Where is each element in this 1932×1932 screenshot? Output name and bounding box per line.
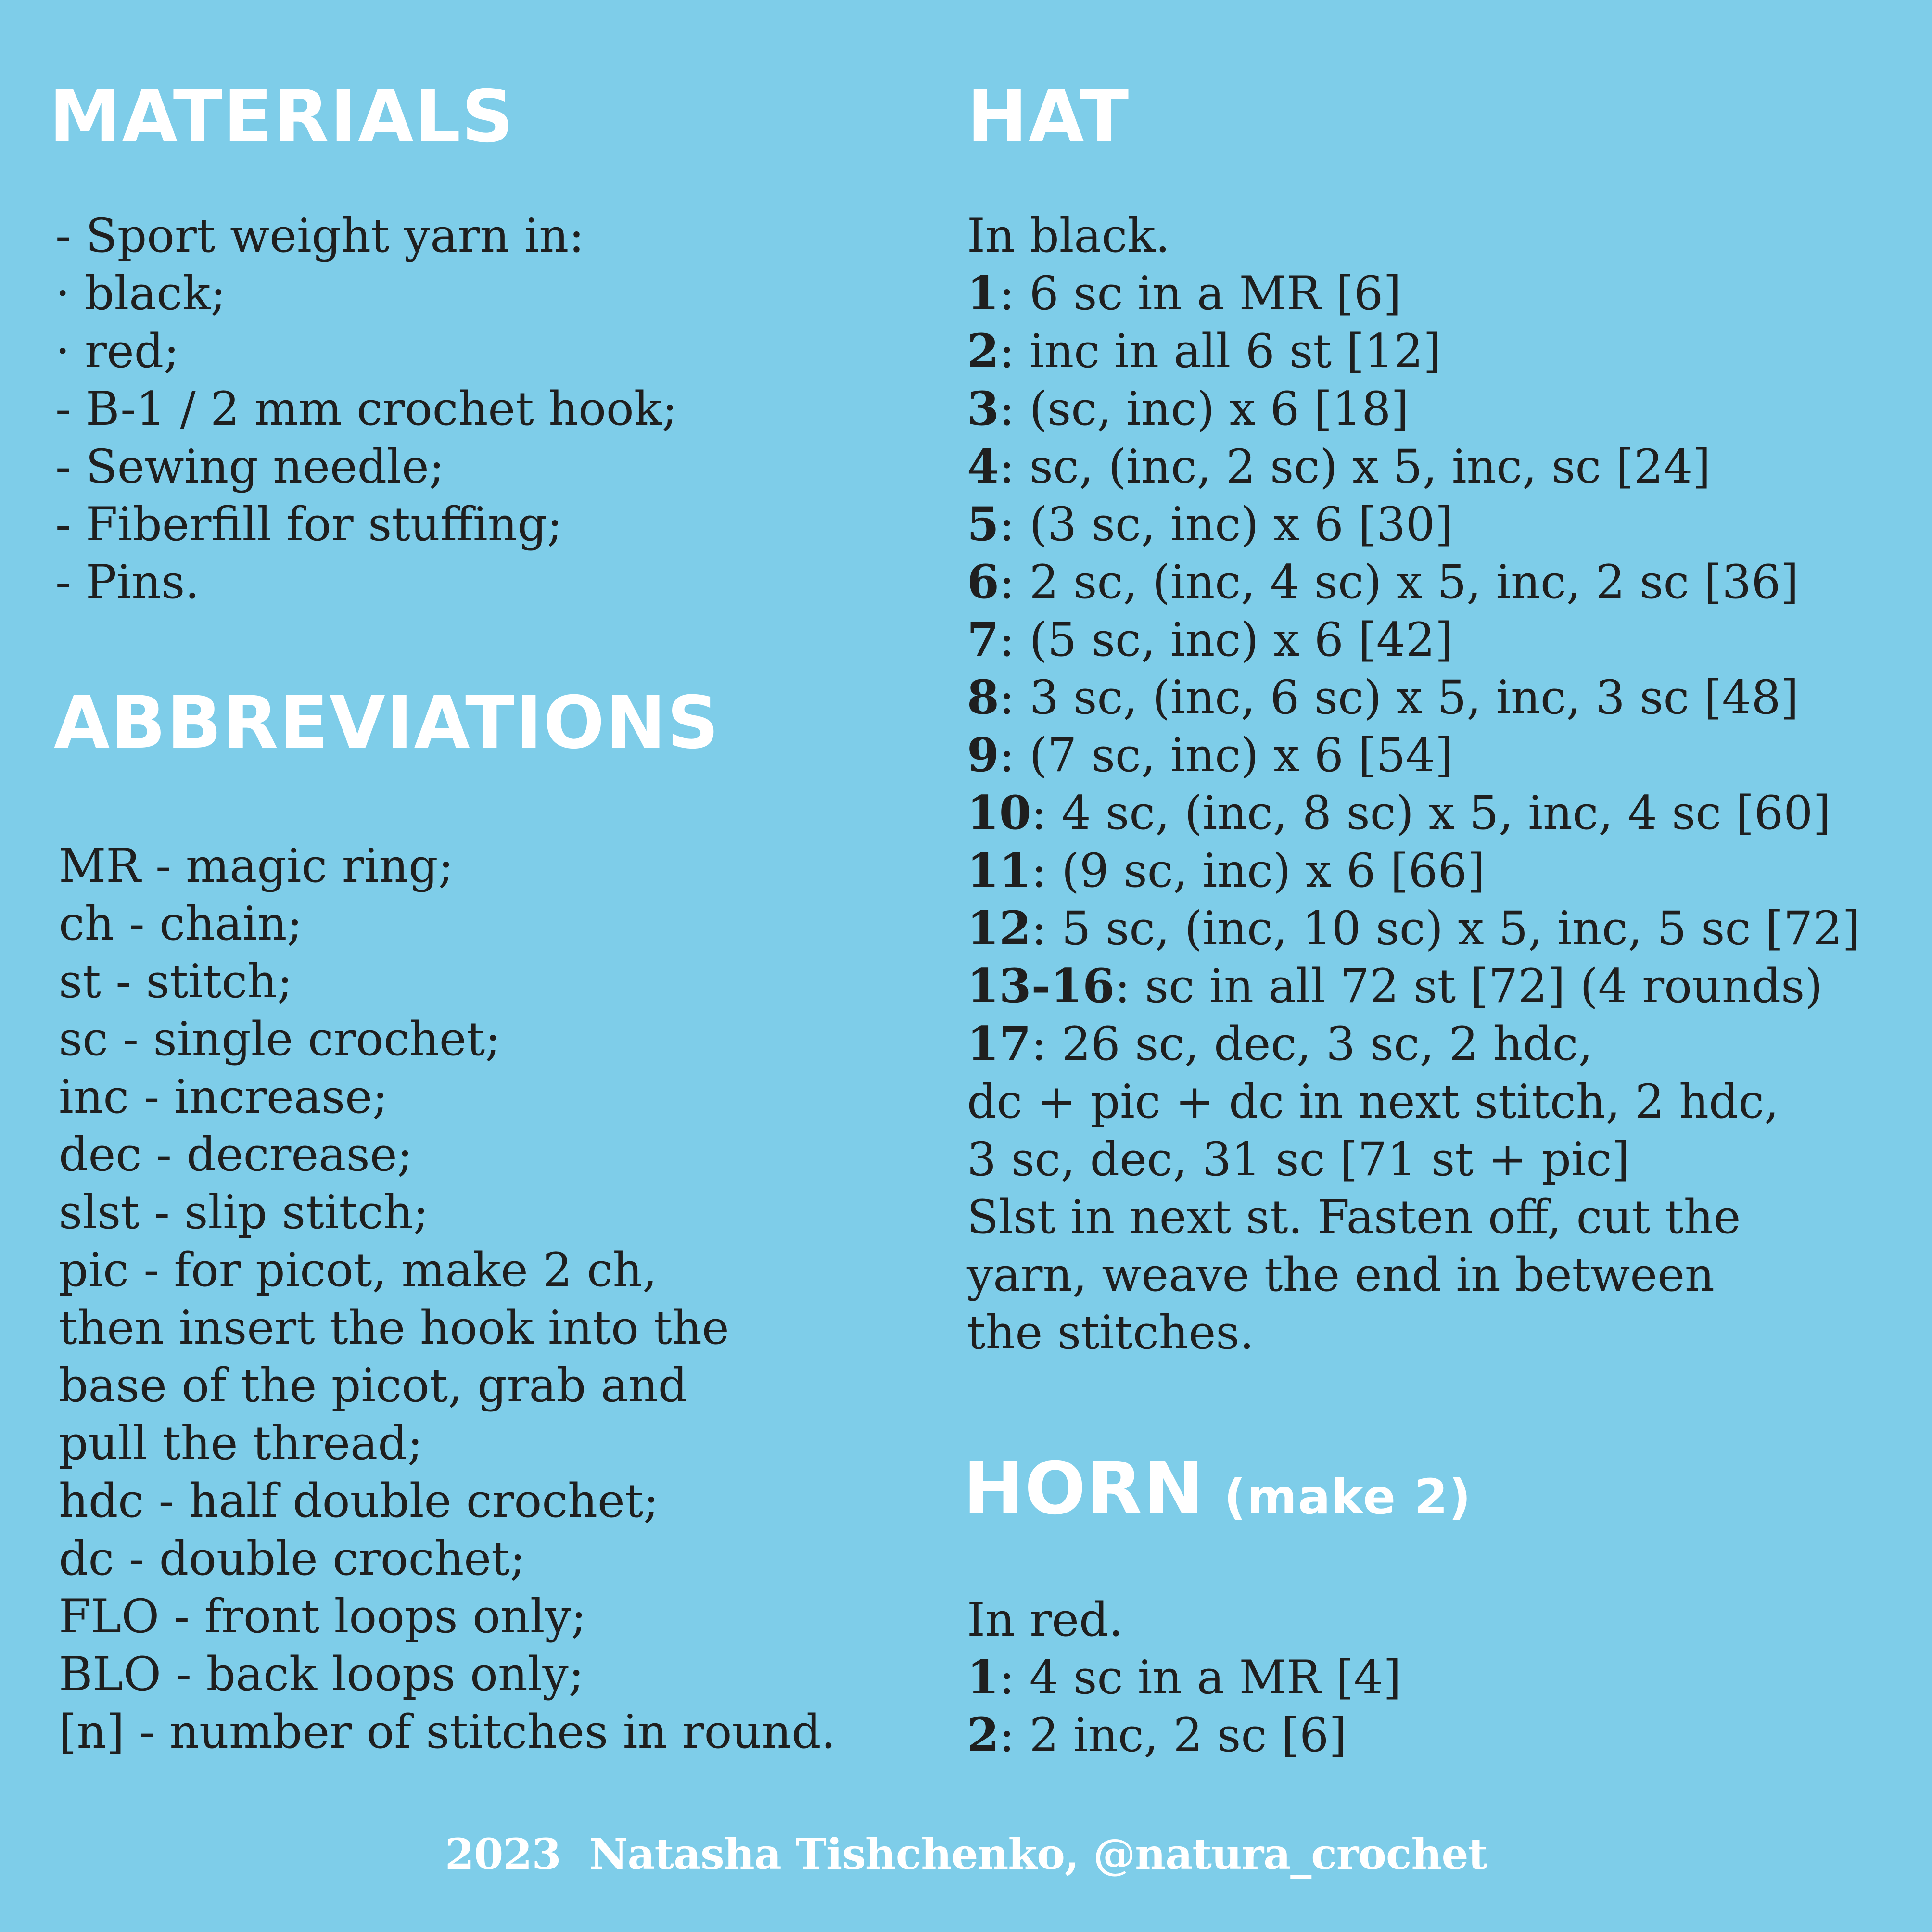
round-line (967, 322, 1860, 380)
list-item: hdc - half double crochet; (59, 1474, 659, 1528)
round-number: 1 (967, 266, 999, 320)
list-item: - Fiberfill for stuffing; (55, 497, 563, 551)
list-item: slst - slip stitch; (59, 1185, 429, 1239)
materials-heading: MATERIALS (49, 75, 515, 159)
round-number: 6 (967, 555, 999, 609)
list-item: [n] - number of stitches in round. (59, 1705, 836, 1759)
round-line (967, 265, 1860, 322)
round-line (967, 1706, 1401, 1764)
round-line (967, 669, 1860, 726)
continuation-line: yarn, weave the end in between (967, 1248, 1715, 1302)
round-number: 3 (967, 381, 999, 436)
round-line (967, 611, 1860, 669)
list-item: - Sport weight yarn in: (55, 209, 585, 263)
list-item: - Pins. (55, 555, 200, 609)
horn-heading (963, 1447, 1472, 1531)
hat-heading: HAT (967, 75, 1130, 159)
round-number: 12 (967, 901, 1031, 955)
round-line (967, 957, 1860, 1015)
list-item: - B-1 / 2 mm crochet hook; (55, 382, 678, 436)
round-line (967, 553, 1860, 611)
round-text: : (sc, inc) x 6 [18] (999, 382, 1409, 436)
round-text: : (3 sc, inc) x 6 [30] (999, 497, 1453, 551)
round-text: : 2 sc, (inc, 4 sc) x 5, inc, 2 sc [36] (999, 555, 1799, 609)
list-item: · black; (55, 267, 226, 320)
round-line (967, 900, 1860, 957)
round-number: 4 (967, 439, 999, 494)
continuation-line: 3 sc, dec, 31 sc [71 st + pic] (967, 1132, 1630, 1186)
hat-intro: In black. (967, 209, 1170, 263)
round-line (967, 842, 1860, 900)
list-item: · red; (55, 324, 179, 378)
list-item: inc - increase; (59, 1070, 388, 1124)
round-number: 2 (967, 324, 999, 378)
abbreviations-heading: ABBREVIATIONS (54, 681, 720, 765)
horn-intro: In red. (967, 1593, 1123, 1647)
list-item: dec - decrease; (59, 1128, 413, 1182)
round-number: 1 (967, 1650, 999, 1704)
horn-instructions (967, 1591, 1401, 1764)
round-line (967, 438, 1860, 496)
round-line (967, 496, 1860, 553)
materials-list (55, 207, 677, 611)
list-item: BLO - back loops only; (59, 1647, 585, 1701)
round-number: 5 (967, 497, 999, 551)
list-item: st - stitch; (59, 954, 293, 1008)
round-number: 9 (967, 728, 999, 782)
horn-title: HORN (963, 1447, 1205, 1531)
round-line (967, 726, 1860, 784)
round-number: 7 (967, 612, 999, 667)
continuation-line: dc + pic + dc in next stitch, 2 hdc, (967, 1075, 1779, 1129)
list-item: base of the picot, grab and (59, 1359, 688, 1412)
round-line (967, 1649, 1401, 1706)
round-text: : sc in all 72 st [72] (4 rounds) (1115, 959, 1823, 1013)
abbreviations-list (59, 837, 836, 1761)
list-item: ch - chain; (59, 897, 303, 951)
round-number: 8 (967, 670, 999, 724)
round-text: : inc in all 6 st [12] (999, 324, 1441, 378)
round-text: : 5 sc, (inc, 10 sc) x 5, inc, 5 sc [72] (1031, 902, 1860, 955)
list-item: - Sewing needle; (55, 440, 445, 494)
round-text: : (9 sc, inc) x 6 [66] (1031, 844, 1486, 898)
continuation-line: Slst in next st. Fasten off, cut the (967, 1190, 1741, 1244)
round-text: : (5 sc, inc) x 6 [42] (999, 613, 1453, 667)
list-item: then insert the hook into the (59, 1301, 729, 1355)
list-item: dc - double crochet; (59, 1532, 526, 1586)
round-line (967, 1015, 1860, 1073)
round-number: 13-16 (967, 959, 1115, 1013)
round-text: : 3 sc, (inc, 6 sc) x 5, inc, 3 sc [48] (999, 671, 1799, 724)
round-line (967, 380, 1860, 438)
list-item: FLO - front loops only; (59, 1589, 587, 1643)
horn-subtitle: (make 2) (1224, 1469, 1472, 1525)
round-text: : sc, (inc, 2 sc) x 5, inc, sc [24] (999, 440, 1711, 494)
list-item: pic - for picot, make 2 ch, (59, 1243, 657, 1297)
list-item: sc - single crochet; (59, 1012, 501, 1066)
round-text: : 6 sc in a MR [6] (999, 267, 1401, 320)
round-text: : 4 sc in a MR [4] (999, 1651, 1401, 1704)
copyright-footer: 2023 Natasha Tishchenko, @natura_crochet (445, 1829, 1487, 1879)
round-number: 10 (967, 786, 1031, 840)
round-text: : 2 inc, 2 sc [6] (999, 1708, 1347, 1762)
continuation-line: the stitches. (967, 1306, 1255, 1360)
hat-instructions (967, 207, 1860, 1361)
round-number: 17 (967, 1017, 1031, 1071)
round-number: 2 (967, 1708, 999, 1762)
round-number: 11 (967, 843, 1031, 898)
list-item: MR - magic ring; (59, 839, 454, 893)
round-text: : (7 sc, inc) x 6 [54] (999, 728, 1453, 782)
round-text: : 26 sc, dec, 3 sc, 2 hdc, (1031, 1017, 1593, 1071)
round-text: : 4 sc, (inc, 8 sc) x 5, inc, 4 sc [60] (1031, 786, 1831, 840)
list-item: pull the thread; (59, 1416, 423, 1470)
round-line (967, 784, 1860, 842)
